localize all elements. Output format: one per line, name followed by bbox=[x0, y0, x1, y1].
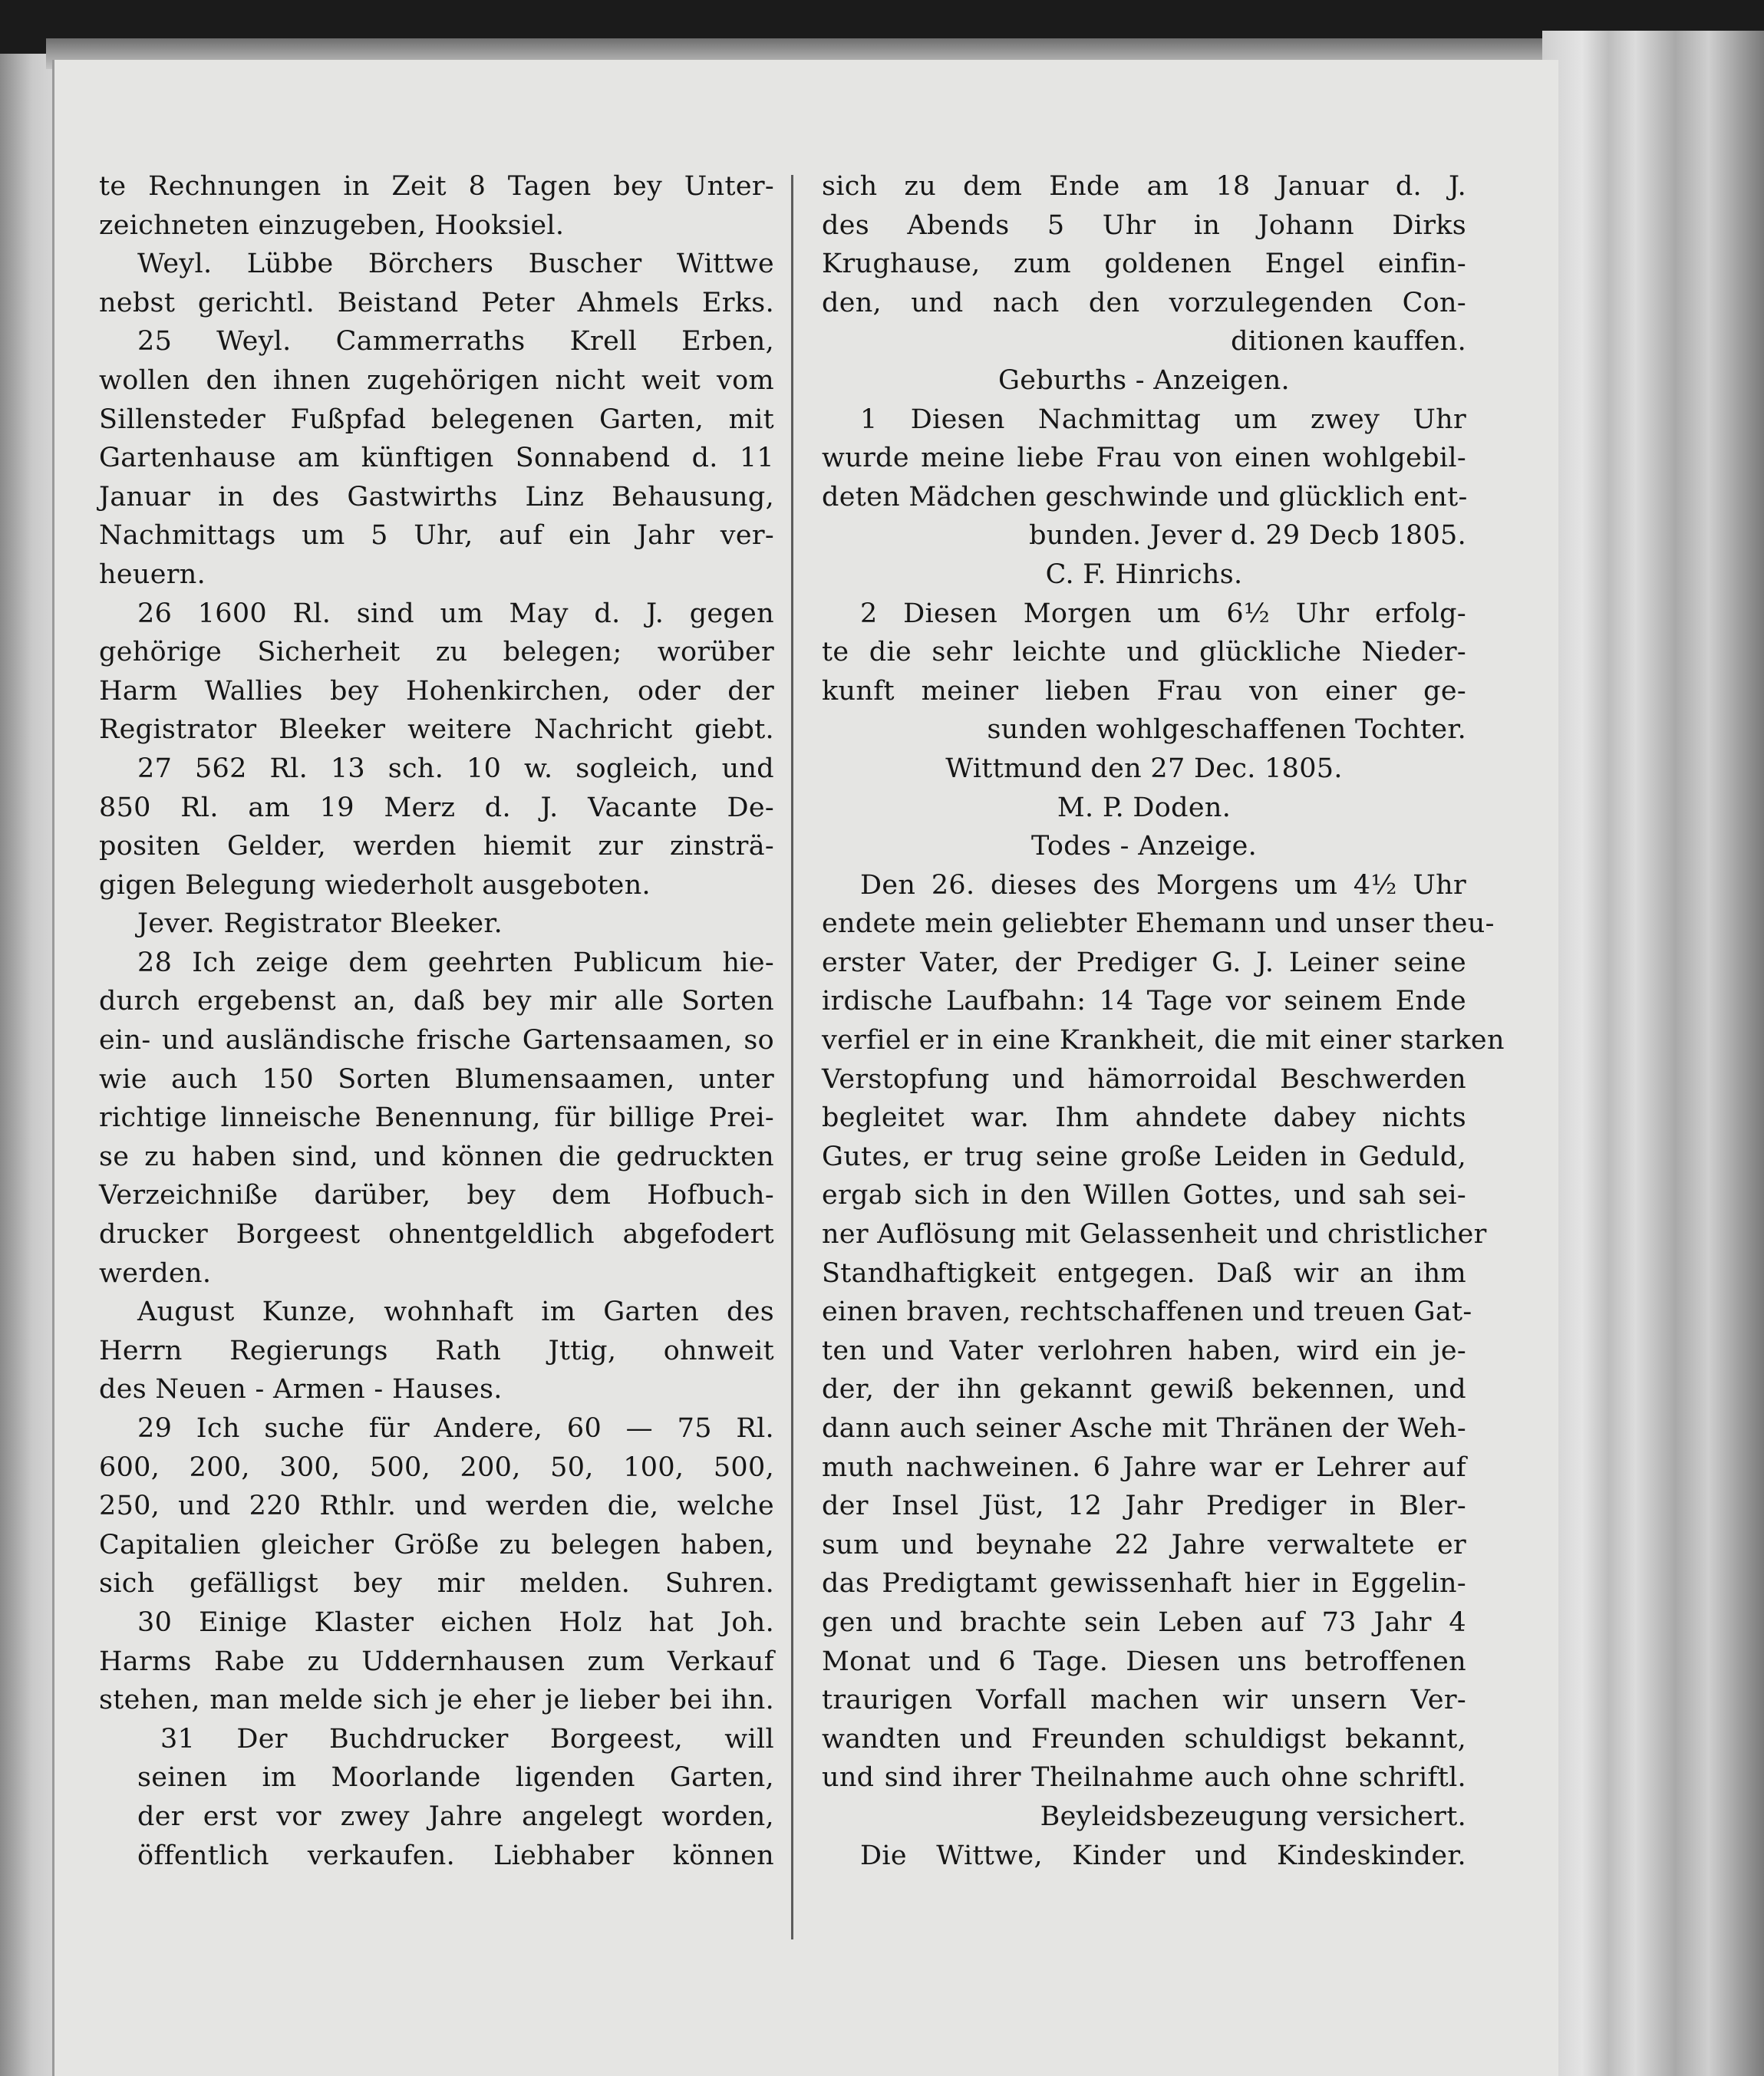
text-line: M. P. Doden. bbox=[1057, 792, 1232, 823]
text-line: muth nachweinen. 6 Jahre war er Lehrer auf bbox=[822, 1452, 1466, 1483]
text-line: begleitet war. Ihm ahndete dabey nichts bbox=[822, 1102, 1466, 1134]
text-line: erster Vater, der Prediger G. J. Leiner seine bbox=[822, 947, 1466, 978]
text-line: Verstopfung und hämorroidal Beschwerden bbox=[822, 1063, 1466, 1095]
text-line: Weyl. Lübbe Börchers Buscher Wittwe bbox=[137, 249, 774, 280]
text-line: 600, 200, 300, 500, 200, 50, 100, 500, bbox=[99, 1452, 774, 1483]
text-line: sum und beynahe 22 Jahre verwaltete er bbox=[822, 1529, 1466, 1560]
text-line: August Kunze, wohnhaft im Garten des bbox=[137, 1297, 774, 1328]
left-column bbox=[99, 167, 774, 1875]
text-line: sich gefälligst bey mir melden. Suhren. bbox=[99, 1568, 774, 1600]
text-line: C. F. Hinrichs. bbox=[1045, 559, 1243, 590]
text-line: stehen, man melde sich je eher je lieber bei ihn. bbox=[99, 1685, 774, 1716]
text-line: den, und nach den vorzulegenden Con- bbox=[822, 287, 1466, 318]
text-line: se zu haben sind, und können die gedruckten bbox=[99, 1141, 774, 1172]
text-line: sich zu dem Ende am 18 Januar d. J. bbox=[822, 171, 1466, 202]
text-line: Wittmund den 27 Dec. 1805. bbox=[945, 753, 1343, 784]
column-divider bbox=[791, 175, 793, 1939]
text-line: heuern. bbox=[99, 559, 206, 590]
text-line: seinen im Moorlande ligenden Garten, bbox=[137, 1762, 774, 1794]
text-line: deten Mädchen geschwinde und glücklich ent- bbox=[822, 481, 1468, 512]
newspaper-page bbox=[52, 60, 1558, 2076]
text-line: des Abends 5 Uhr in Johann Dirks bbox=[822, 209, 1466, 241]
previous-page-edge bbox=[0, 54, 54, 2076]
text-line: 31 Der Buchdrucker Borgeest, will bbox=[160, 1723, 774, 1755]
text-line: Harm Wallies bey Hohenkirchen, oder der bbox=[99, 675, 774, 707]
text-line: Standhaftigkeit entgegen. Daß wir an ihm bbox=[822, 1257, 1466, 1289]
text-line: 250, und 220 Rthlr. und werden die, welche bbox=[99, 1491, 774, 1522]
text-line: nebst gerichtl. Beistand Peter Ahmels Erks. bbox=[99, 287, 774, 318]
text-line: 30 Einige Klaster eichen Holz hat Joh. bbox=[137, 1606, 774, 1638]
text-line: traurigen Vorfall machen wir unsern Ver- bbox=[822, 1685, 1466, 1716]
text-line: 1 Diesen Nachmittag um zwey Uhr bbox=[860, 404, 1466, 435]
text-line: öffentlich verkaufen. Liebhaber können bbox=[137, 1840, 774, 1871]
text-line: wandten und Freunden schuldigst bekannt, bbox=[822, 1723, 1466, 1755]
text-line: zeichneten einzugeben, Hooksiel. bbox=[99, 209, 565, 241]
text-line: werden. bbox=[99, 1257, 212, 1289]
text-line: das Predigtamt gewissenhaft hier in Eggelin- bbox=[822, 1568, 1466, 1600]
text-line: 29 Ich suche für Andere, 60 — 75 Rl. bbox=[137, 1413, 774, 1444]
text-line: 850 Rl. am 19 Merz d. J. Vacante De- bbox=[99, 792, 774, 823]
text-line: te Rechnungen in Zeit 8 Tagen bey Unter- bbox=[99, 171, 774, 202]
text-line: Geburths - Anzeigen. bbox=[998, 364, 1290, 396]
text-line: richtige linneische Benennung, für billige Prei- bbox=[99, 1102, 774, 1134]
text-line: verfiel er in eine Krankheit, die mit einer starken bbox=[822, 1025, 1505, 1056]
text-line: Beyleidsbezeugung versichert. bbox=[1040, 1801, 1466, 1832]
text-line: Herrn Regierungs Rath Jttig, ohnweit bbox=[99, 1335, 774, 1366]
text-line: des Neuen - Armen - Hauses. bbox=[99, 1374, 503, 1405]
text-line: und sind ihrer Theilnahme auch ohne schriftl. bbox=[822, 1762, 1466, 1794]
text-line: Monat und 6 Tage. Diesen uns betroffenen bbox=[822, 1646, 1466, 1677]
text-line: Registrator Bleeker weitere Nachricht giebt. bbox=[99, 714, 774, 746]
text-line: ner Auflösung mit Gelassenheit und christlicher bbox=[822, 1219, 1487, 1251]
text-line: kunft meiner lieben Frau von einer ge- bbox=[822, 675, 1466, 707]
text-line: 28 Ich zeige dem geehrten Publicum hie- bbox=[137, 947, 774, 978]
page-stack-edges bbox=[1542, 31, 1764, 2076]
text-line: der Insel Jüst, 12 Jahr Prediger in Bler- bbox=[822, 1491, 1466, 1522]
text-line: dann auch seiner Asche mit Thränen der Weh- bbox=[822, 1413, 1466, 1444]
text-line: Januar in des Gastwirths Linz Behausung, bbox=[99, 481, 774, 512]
text-line: gehörige Sicherheit zu belegen; worüber bbox=[99, 637, 774, 668]
text-line: gen und brachte sein Leben auf 73 Jahr 4 bbox=[822, 1606, 1466, 1638]
text-line: Verzeichniße darüber, bey dem Hofbuch- bbox=[99, 1180, 774, 1211]
text-line: einen braven, rechtschaffenen und treuen Gat- bbox=[822, 1297, 1472, 1328]
text-line: ditionen kauffen. bbox=[1231, 326, 1466, 358]
text-line: ten und Vater verlohren haben, wird ein je- bbox=[822, 1335, 1466, 1366]
text-line: te die sehr leichte und glückliche Nieder- bbox=[822, 637, 1466, 668]
text-line: wie auch 150 Sorten Blumensaamen, unter bbox=[99, 1063, 774, 1095]
text-line: Jever. Registrator Bleeker. bbox=[137, 908, 503, 940]
text-line: Den 26. dieses des Morgens um 4½ Uhr bbox=[860, 869, 1466, 901]
right-column bbox=[822, 167, 1505, 1875]
text-line: Gartenhause am künftigen Sonnabend d. 11 bbox=[99, 443, 774, 474]
text-line: Harms Rabe zu Uddernhausen zum Verkauf bbox=[99, 1646, 774, 1677]
text-line: durch ergebenst an, daß bey mir alle Sorten bbox=[99, 986, 774, 1017]
text-line: 27 562 Rl. 13 sch. 10 w. sogleich, und bbox=[137, 753, 774, 784]
text-line: drucker Borgeest ohnentgeldlich abgefodert bbox=[99, 1219, 774, 1251]
text-line: Die Wittwe, Kinder und Kindeskinder. bbox=[860, 1840, 1466, 1871]
text-line: der erst vor zwey Jahre angelegt worden, bbox=[137, 1801, 774, 1832]
text-line: der, der ihn gekannt gewiß bekennen, und bbox=[822, 1374, 1466, 1405]
text-line: ein- und ausländische frische Gartensaamen, so bbox=[99, 1025, 774, 1056]
text-line: Nachmittags um 5 Uhr, auf ein Jahr ver- bbox=[99, 520, 774, 552]
text-line: endete mein geliebter Ehemann und unser theu- bbox=[822, 908, 1495, 940]
text-line: sunden wohlgeschaffenen Tochter. bbox=[987, 714, 1466, 746]
text-line: positen Gelder, werden hiemit zur zinsträ- bbox=[99, 831, 774, 862]
text-line: bunden. Jever d. 29 Decb 1805. bbox=[1029, 520, 1466, 552]
text-line: Capitalien gleicher Größe zu belegen haben, bbox=[99, 1529, 774, 1560]
text-line: 25 Weyl. Cammerraths Krell Erben, bbox=[137, 326, 774, 358]
text-line: Sillensteder Fußpfad belegenen Garten, mit bbox=[99, 404, 774, 435]
text-line: Gutes, er trug seine große Leiden in Geduld, bbox=[822, 1141, 1466, 1172]
text-line: Todes - Anzeige. bbox=[1030, 831, 1258, 862]
text-line: 26 1600 Rl. sind um May d. J. gegen bbox=[137, 598, 774, 629]
text-line: Krughause, zum goldenen Engel einfin- bbox=[822, 249, 1466, 280]
text-line: ergab sich in den Willen Gottes, und sah sei- bbox=[822, 1180, 1466, 1211]
text-line: wurde meine liebe Frau von einen wohlgebil- bbox=[822, 443, 1466, 474]
text-line: irdische Laufbahn: 14 Tage vor seinem Ende bbox=[822, 986, 1466, 1017]
text-line: 2 Diesen Morgen um 6½ Uhr erfolg- bbox=[860, 598, 1466, 629]
text-line: wollen den ihnen zugehörigen nicht weit vom bbox=[99, 364, 774, 396]
text-line: gigen Belegung wiederholt ausgeboten. bbox=[99, 869, 651, 901]
